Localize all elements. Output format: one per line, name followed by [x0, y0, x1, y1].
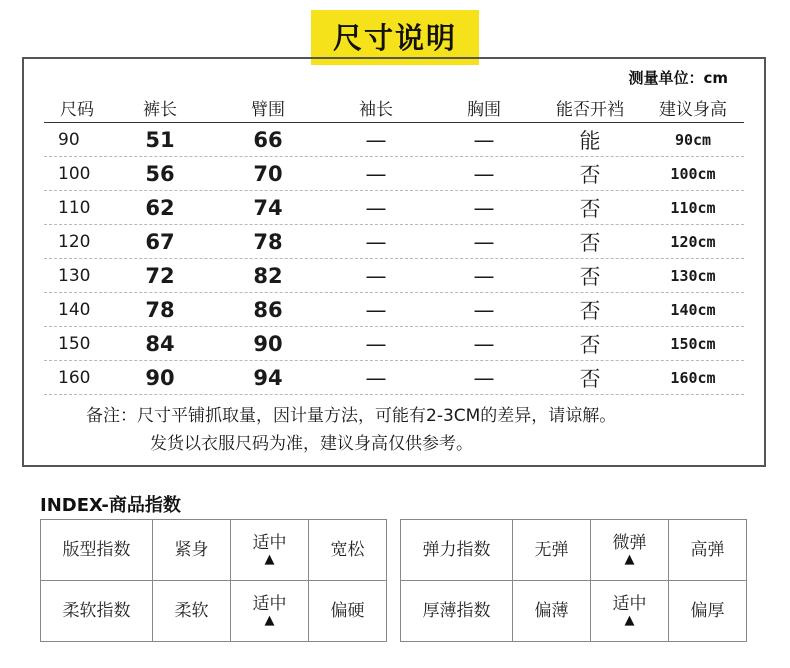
- header-height: 建议身高: [659, 100, 727, 120]
- cell-size: 100: [58, 163, 91, 184]
- index-option-label: 柔软: [174, 601, 209, 621]
- header-length: 裤长: [143, 100, 177, 120]
- cell-size: 150: [58, 333, 91, 354]
- index-option: [669, 581, 747, 642]
- cell-size: 120: [58, 231, 91, 252]
- remark-line-2: 发货以衣服尺码为准，建议身高仅供参考。: [150, 434, 473, 454]
- index-option: [513, 581, 591, 642]
- cell-size: 160: [58, 367, 91, 388]
- table-row: [44, 225, 744, 259]
- cell-arm: 78: [253, 229, 283, 254]
- cell-length: 67: [145, 229, 175, 254]
- cell-height: 130cm: [670, 266, 716, 285]
- cell-arm: 66: [253, 127, 283, 152]
- cell-height: 90cm: [674, 130, 712, 149]
- index-option-label: 偏厚: [690, 601, 725, 621]
- cell-arm: 70: [253, 161, 283, 186]
- header-size: 尺码: [60, 100, 94, 120]
- table-header-row: [44, 93, 744, 123]
- cell-arm: 90: [253, 331, 283, 356]
- index-option-label: 适中: [252, 594, 287, 614]
- index-option-label: 适中: [252, 533, 287, 553]
- index-option-label: 适中: [612, 594, 647, 614]
- index-option: [231, 581, 309, 642]
- cell-open-crotch: 否: [579, 264, 601, 289]
- cell-sleeve: —: [365, 127, 387, 152]
- selected-marker-icon: ▲: [264, 613, 275, 628]
- selected-marker-icon: ▲: [624, 613, 635, 628]
- cell-size: 110: [58, 197, 91, 218]
- cell-height: 150cm: [670, 334, 716, 353]
- cell-length: 72: [145, 263, 175, 288]
- table-row: [44, 191, 744, 225]
- index-option-label: 高弹: [690, 540, 725, 560]
- cell-arm: 94: [253, 365, 283, 390]
- cell-sleeve: —: [365, 331, 387, 356]
- cell-length: 78: [145, 297, 175, 322]
- header-arm: 臂围: [251, 100, 285, 120]
- remark: [86, 402, 616, 458]
- cell-height: 100cm: [670, 164, 716, 183]
- index-label: 厚薄指数: [401, 581, 513, 642]
- cell-length: 90: [145, 365, 175, 390]
- table-body: [44, 123, 744, 395]
- cell-open-crotch: 否: [579, 332, 601, 357]
- index-option: [591, 520, 669, 581]
- cell-open-crotch: 否: [579, 196, 601, 221]
- cell-chest: —: [473, 161, 495, 186]
- index-label: 柔软指数: [41, 581, 153, 642]
- size-chart-frame: [22, 57, 766, 467]
- cell-size: 130: [58, 265, 91, 286]
- size-table: [44, 93, 744, 395]
- cell-length: 56: [145, 161, 175, 186]
- cell-height: 110cm: [670, 198, 716, 217]
- remark-line-1: 备注：尺寸平铺抓取量，因计量方法，可能有2-3CM的差异，请谅解。: [86, 406, 617, 426]
- table-row: [44, 327, 744, 361]
- cell-length: 51: [145, 127, 175, 152]
- cell-sleeve: —: [365, 229, 387, 254]
- cell-open-crotch: 否: [579, 230, 601, 255]
- cell-sleeve: —: [365, 297, 387, 322]
- header-open-crotch: 能否开裆: [556, 100, 624, 120]
- index-grid-right: [400, 519, 747, 642]
- cell-open-crotch: 否: [579, 298, 601, 323]
- table-row: [44, 123, 744, 157]
- index-option: [153, 520, 231, 581]
- cell-open-crotch: 否: [579, 162, 601, 187]
- cell-sleeve: —: [365, 365, 387, 390]
- cell-chest: —: [473, 263, 495, 288]
- table-row: [44, 157, 744, 191]
- cell-chest: —: [473, 297, 495, 322]
- index-option-label: 偏硬: [330, 601, 365, 621]
- cell-height: 140cm: [670, 300, 716, 319]
- cell-sleeve: —: [365, 263, 387, 288]
- selected-marker-icon: ▲: [624, 552, 635, 567]
- index-title: INDEX-商品指数: [40, 495, 181, 516]
- index-option: [153, 581, 231, 642]
- page-title: 尺寸说明: [311, 10, 479, 65]
- cell-open-crotch: 能: [579, 128, 601, 153]
- index-option: [309, 520, 387, 581]
- cell-height: 120cm: [670, 232, 716, 251]
- index-label: 版型指数: [41, 520, 153, 581]
- cell-chest: —: [473, 331, 495, 356]
- cell-chest: —: [473, 229, 495, 254]
- cell-size: 140: [58, 299, 91, 320]
- index-option-label: 微弹: [612, 533, 647, 553]
- index-option: [231, 520, 309, 581]
- cell-sleeve: —: [365, 195, 387, 220]
- index-option-label: 无弹: [534, 540, 569, 560]
- index-option: [513, 520, 591, 581]
- header-chest: 胸围: [467, 100, 501, 120]
- cell-arm: 86: [253, 297, 283, 322]
- table-row: [44, 293, 744, 327]
- table-row: [44, 361, 744, 395]
- cell-chest: —: [473, 365, 495, 390]
- cell-arm: 82: [253, 263, 283, 288]
- index-option-label: 紧身: [174, 540, 209, 560]
- index-option: [309, 581, 387, 642]
- table-row: [44, 259, 744, 293]
- index-option-label: 偏薄: [534, 601, 569, 621]
- cell-length: 62: [145, 195, 175, 220]
- index-label: 弹力指数: [401, 520, 513, 581]
- cell-sleeve: —: [365, 161, 387, 186]
- cell-arm: 74: [253, 195, 283, 220]
- index-grid-left: [40, 519, 387, 642]
- cell-height: 160cm: [670, 368, 716, 387]
- index-option: [669, 520, 747, 581]
- index-option: [591, 581, 669, 642]
- cell-chest: —: [473, 127, 495, 152]
- cell-chest: —: [473, 195, 495, 220]
- unit-note: 测量单位：cm: [628, 69, 728, 87]
- cell-open-crotch: 否: [579, 366, 601, 391]
- cell-length: 84: [145, 331, 175, 356]
- index-option-label: 宽松: [330, 540, 365, 560]
- cell-size: 90: [58, 129, 80, 150]
- selected-marker-icon: ▲: [264, 552, 275, 567]
- header-sleeve: 袖长: [359, 100, 393, 120]
